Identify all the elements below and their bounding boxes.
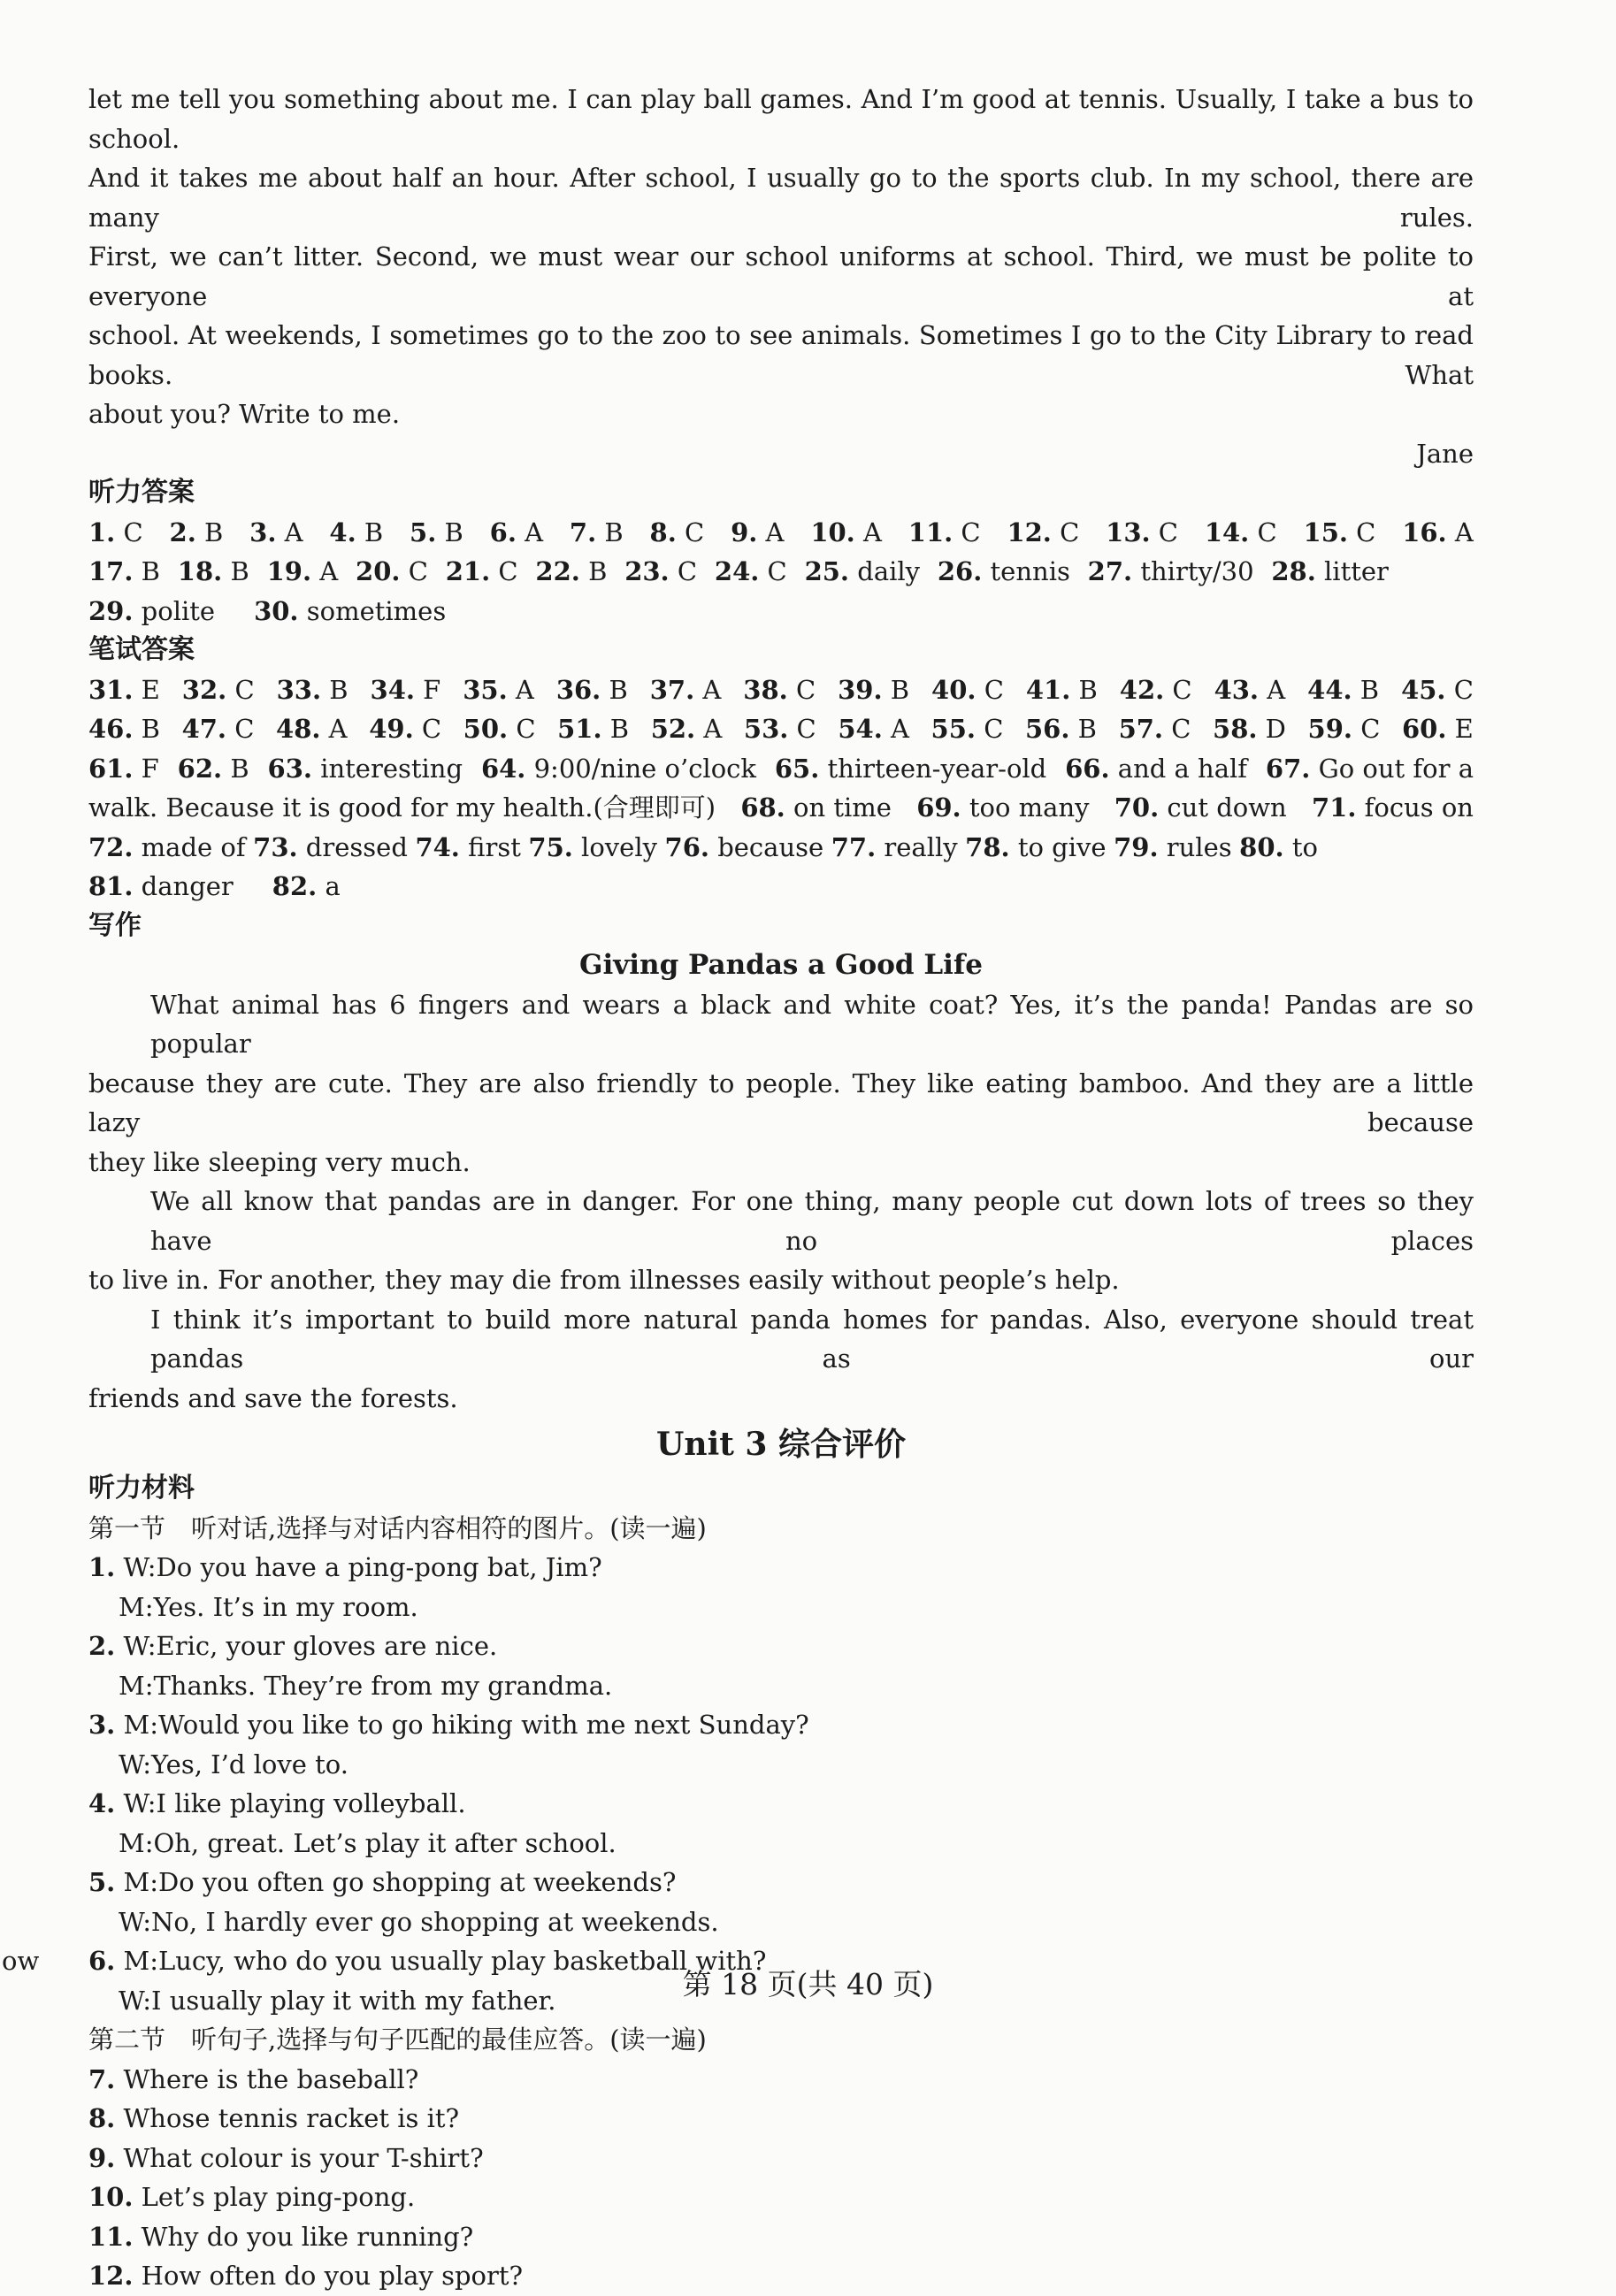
answer-item: 37. A: [649, 674, 722, 705]
answer-item: 51. B: [557, 714, 630, 744]
letter-line: And it takes me about half an hour. After school, I usually go to the sports club. In my school, there are many rules.: [88, 163, 1474, 233]
sentence-line: 12. How often do you play sport?: [88, 2261, 524, 2291]
essay-line: to live in. For another, they may die from illnesses easily without people’s help.: [88, 1265, 1120, 1295]
answer-item: 53. C: [743, 714, 816, 744]
sentence-line: 10. Let’s play ping-pong.: [88, 2182, 416, 2212]
section-1-instruction: 第一节 听对话,选择与对话内容相符的图片。(读一遍): [88, 1512, 707, 1543]
answer-item: 23. C: [624, 556, 698, 586]
answer-item: 56. B: [1025, 714, 1097, 744]
unit-title: Unit 3 综合评价: [656, 1426, 906, 1463]
dialogue-line: M:Thanks. They’re from my grandma.: [119, 1670, 613, 1701]
answer-item: 66. and a half: [1065, 753, 1248, 784]
answer-item: 59. C: [1307, 714, 1381, 744]
answer-item: 4. B: [329, 517, 384, 547]
answer-item: 74. first: [415, 831, 521, 862]
answer-item: 38. C: [743, 674, 816, 705]
page-number-footer: 第 18 页(共 40 页): [682, 1967, 934, 2001]
answer-item: 81. danger: [88, 871, 234, 901]
answer-item: 24. C: [714, 556, 787, 586]
answer-item: 82. a: [272, 871, 341, 901]
answer-item: 3. A: [249, 517, 303, 547]
answer-item: 46. B: [88, 714, 160, 744]
section-2-instruction: 第二节 听句子,选择与句子匹配的最佳应答。(读一遍): [88, 2024, 707, 2055]
answer-item: 77. really: [831, 831, 958, 862]
dialogue-line: 5. M:Do you often go shopping at weekends?: [88, 1867, 677, 1897]
answer-item: 14. C: [1204, 517, 1277, 547]
answer-item: 10. A: [810, 517, 882, 547]
margin-fragment-text: ow: [2, 1946, 40, 1976]
answer-item: 49. C: [369, 714, 442, 744]
letter-line: let me tell you something about me. I can play ball games. And I’m good at tennis. Usually, I take a bus to school.: [88, 84, 1474, 154]
answer-item: 31. E: [88, 674, 160, 705]
essay-line: I think it’s important to build more natural panda homes for pandas. Also, everyone should treat pandas as our: [150, 1304, 1474, 1374]
listening-answers-heading: 听力答案: [88, 477, 195, 508]
answer-item: 41. B: [1025, 674, 1098, 705]
answer-item: 45. C: [1401, 674, 1474, 705]
answer-item: 36. B: [555, 674, 628, 705]
letter-line: First, we can’t litter. Second, we must wear our school uniforms at school. Third, we must be polite to everyone at: [88, 241, 1474, 311]
answer-item: 40. C: [931, 674, 1004, 705]
answer-item: 60. E: [1401, 714, 1474, 744]
essay-line: they like sleeping very much.: [88, 1146, 471, 1177]
dialogue-line: M:Oh, great. Let’s play it after school.: [119, 1827, 617, 1858]
answer-item: 32. C: [181, 674, 255, 705]
essay-body: [88, 985, 1474, 1419]
answer-item: 48. A: [276, 714, 348, 744]
answer-item: 71. focus on: [1311, 792, 1474, 823]
answer-item: 58. D: [1213, 714, 1286, 744]
sentence-line: 7. Where is the baseball?: [88, 2063, 419, 2094]
answer-item: 78. to give: [965, 831, 1107, 862]
answer-item: 20. C: [356, 556, 428, 586]
answer-item: 50. C: [463, 714, 536, 744]
answer-item: 61. F: [88, 753, 159, 784]
answer-item: 22. B: [535, 556, 608, 586]
answer-item: 75. lovely: [528, 831, 657, 862]
answer-item: 33. B: [276, 674, 348, 705]
sentence-line: 9. What colour is your T-shirt?: [88, 2142, 484, 2173]
answer-item: 70. cut down: [1114, 792, 1287, 823]
answer-item: 69. too many: [916, 792, 1090, 823]
answer-item: 80. to: [1239, 831, 1318, 862]
answer-item: 54. A: [838, 714, 909, 744]
answer-item: 57. C: [1118, 714, 1191, 744]
essay-line: What animal has 6 fingers and wears a black and white coat? Yes, it’s the panda! Pandas are so popular: [150, 989, 1474, 1059]
answer-item: 16. A: [1402, 517, 1474, 547]
answer-item: 30. sometimes: [254, 595, 447, 626]
answer-item: 73. dressed: [253, 831, 408, 862]
sentence-line: 8. Whose tennis racket is it?: [88, 2103, 460, 2133]
answer-item: 68. on time: [740, 792, 892, 823]
essay-line: friends and save the forests.: [88, 1382, 458, 1413]
answer-item: 2. B: [169, 517, 224, 547]
answer-item: 29. polite: [88, 595, 216, 626]
answer-item: 28. litter: [1271, 556, 1389, 586]
answer-item: 11. C: [908, 517, 981, 547]
letter-line: about you? Write to me.: [88, 399, 401, 429]
dialogue-line: 4. W:I like playing volleyball.: [88, 1788, 466, 1818]
dialogue-line: 6. M:Lucy, who do you usually play basketball with?: [88, 1946, 767, 1976]
answer-item: 52. A: [650, 714, 723, 744]
answer-item: 47. C: [181, 714, 255, 744]
answer-item: 8. C: [649, 517, 705, 547]
answer-item: 63. interesting: [267, 753, 463, 784]
answer-row: [88, 709, 1474, 749]
answer-item: 67. Go out for a: [1265, 753, 1474, 784]
answer-item: 13. C: [1106, 517, 1179, 547]
answer-item: 6. A: [489, 517, 544, 547]
dialogue-list: [88, 1548, 1474, 2020]
dialogue-line: W:Yes, I’d love to.: [119, 1749, 348, 1779]
sentence-list: [88, 2060, 1474, 2296]
answer-item: 35. A: [463, 674, 534, 705]
letter-line: school. At weekends, I sometimes go to the zoo to see animals. Sometimes I go to the City Library to read books. What: [88, 320, 1474, 390]
letter-text: [88, 80, 1474, 473]
answer-item: 43. A: [1214, 674, 1286, 705]
answer-item: 5. B: [410, 517, 463, 547]
answer-item: 72. made of: [88, 831, 246, 862]
answer-item: 1. C: [88, 517, 143, 547]
answer-item: 62. B: [177, 753, 249, 784]
answer-item: 27. thirty/30: [1087, 556, 1254, 586]
answer-item: 44. B: [1307, 674, 1380, 705]
answer-item: 21. C: [445, 556, 518, 586]
essay-line: We all know that pandas are in danger. For one thing, many people cut down lots of trees so they have no places: [150, 1186, 1474, 1256]
answer-item: 76. because: [664, 831, 824, 862]
answer-item: 26. tennis: [937, 556, 1070, 586]
answer-item: 12. C: [1007, 517, 1080, 547]
answer-item: 65. thirteen-year-old: [774, 753, 1047, 784]
answer-item: 19. A: [266, 556, 339, 586]
answer-item: 79. rules: [1114, 831, 1232, 862]
answer-row: [88, 749, 1474, 789]
answer-item: 17. B: [88, 556, 160, 586]
dialogue-line: W:No, I hardly ever go shopping at weekends.: [119, 1906, 719, 1937]
essay-line: because they are cute. They are also friendly to people. They like eating bamboo. And they are a little lazy because: [88, 1068, 1474, 1137]
dialogue-line: W:I usually play it with my father.: [119, 1985, 556, 2016]
answer-item: 25. daily: [804, 556, 921, 586]
answer-item: 7. B: [569, 517, 624, 547]
answer-row: [88, 513, 1474, 553]
writing-heading: 写作: [88, 909, 142, 941]
written-answers-heading: 笔试答案: [88, 634, 195, 665]
answer-item: walk. Because it is good for my health.(合理即可): [88, 792, 716, 823]
letter-signature: Jane: [1416, 438, 1474, 469]
answer-item: 42. C: [1119, 674, 1192, 705]
answer-row: [88, 552, 1389, 592]
dialogue-line: 1. W:Do you have a ping-pong bat, Jim?: [88, 1552, 602, 1582]
answer-row: [88, 670, 1474, 710]
answer-item: 18. B: [177, 556, 249, 586]
answer-item: 64. 9:00/nine o’clock: [480, 753, 756, 784]
answer-row: [88, 828, 1318, 868]
listening-material-heading: 听力材料: [88, 1473, 195, 1504]
answer-item: 15. C: [1303, 517, 1376, 547]
dialogue-line: M:Yes. It’s in my room.: [119, 1591, 418, 1622]
sentence-line: 11. Why do you like running?: [88, 2221, 474, 2252]
answer-row: [88, 788, 1474, 828]
answer-item: 9. A: [731, 517, 785, 547]
dialogue-line: 2. W:Eric, your gloves are nice.: [88, 1631, 498, 1661]
answer-row: [88, 867, 1474, 907]
answer-item: 34. F: [370, 674, 441, 705]
essay-title: Giving Pandas a Good Life: [579, 949, 983, 981]
answer-item: 39. B: [838, 674, 910, 705]
answer-row: [88, 592, 1474, 631]
dialogue-line: 3. M:Would you like to go hiking with me next Sunday?: [88, 1710, 809, 1740]
answer-item: 55. C: [931, 714, 1004, 744]
